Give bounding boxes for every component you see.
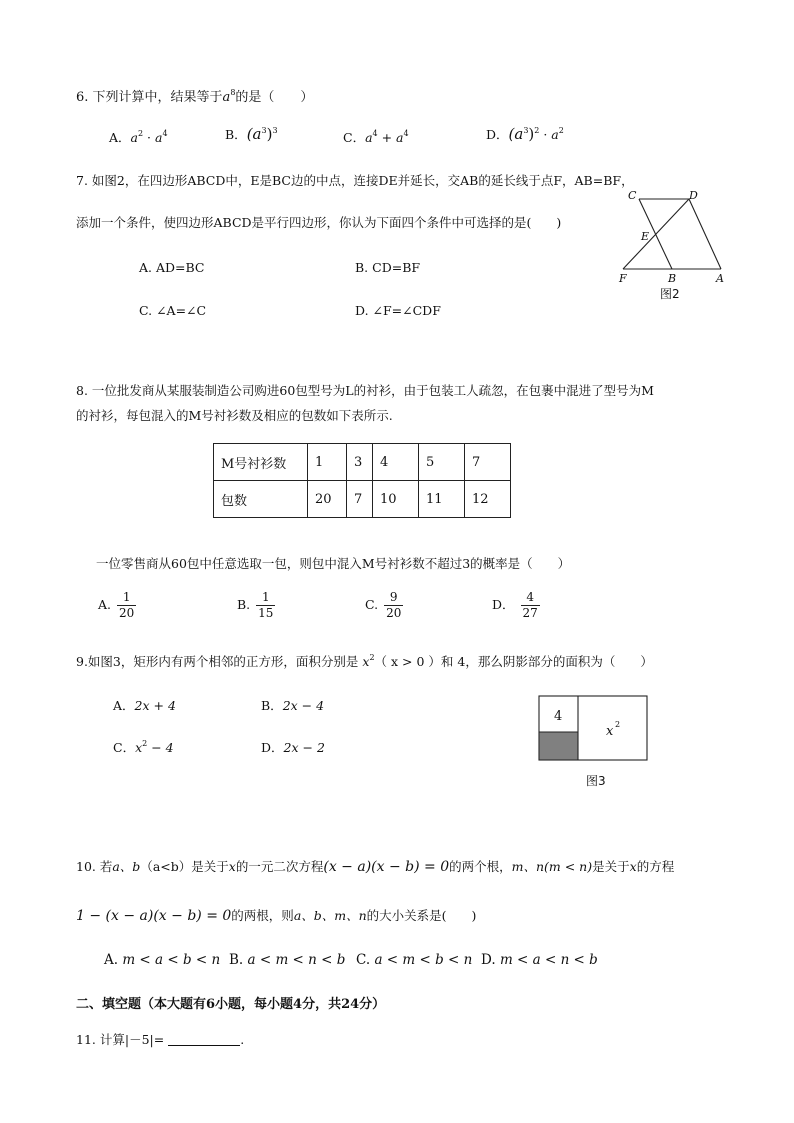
q10-option-b-label: B. <box>229 952 244 968</box>
q6-option-c-plus: + <box>377 130 397 145</box>
q10-option-b-expr: a < m < n < b <box>247 952 346 968</box>
q7-line2: 添加一个条件，使四边形ABCD是平行四边形，你认为下面四个条件中可选择的是( ) <box>76 215 562 230</box>
q6-option-a-exp1: 2 <box>137 129 144 138</box>
q10-option-c-expr: a < m < b < n <box>374 952 473 968</box>
table-cell: M号衬衫数 <box>214 444 308 481</box>
q6-option-a-exp2: 4 <box>162 129 168 138</box>
fig2-label-f: F <box>619 272 627 285</box>
q6-option-a-label: A． <box>109 130 131 145</box>
q9-option-d-expr: 2x − 2 <box>283 740 325 755</box>
q10-text: 的方程 <box>636 859 675 874</box>
q6-option-b-label: B． <box>225 127 247 142</box>
q10-option-a-expr: m < a < b < n <box>122 952 221 968</box>
q8-question: 一位零售商从60包中任意选取一包，则包中混入M号衬衫数不超过3的概率是（ ） <box>96 556 571 571</box>
q8-option-a[interactable] <box>98 590 136 621</box>
q10-line1 <box>76 857 674 875</box>
figure-2 <box>615 188 745 300</box>
q10-option-d[interactable] <box>481 952 598 968</box>
q6-option-d-base2: a <box>551 127 559 142</box>
q10-text: 的大小关系是( ) <box>366 908 477 923</box>
table-cell: 7 <box>465 444 511 481</box>
q6-option-c-exp2: 4 <box>403 129 409 138</box>
q11-text: 11. 计算|－5|= <box>76 1032 165 1047</box>
q9-option-a-expr: 2x + 4 <box>134 698 176 713</box>
q10-text: 是关于 <box>191 859 229 874</box>
q10-option-a[interactable] <box>104 952 220 968</box>
fraction-numerator: 9 <box>389 590 398 604</box>
q6-option-d-exp-in: 3 <box>523 126 529 135</box>
q8-option-b-label: B. <box>237 597 251 612</box>
q7-option-b[interactable]: B. CD=BF <box>355 260 421 275</box>
fraction-denominator: 15 <box>258 606 274 620</box>
q9-stem-text: 9.如图3，矩形内有两个相邻的正方形，面积分别是 <box>76 654 359 669</box>
q9-stem-var: x <box>362 654 370 669</box>
q11-end: . <box>240 1032 245 1047</box>
fig2-df <box>623 199 689 269</box>
fig3-caption: 图3 <box>586 774 606 788</box>
q6-option-d[interactable] <box>486 125 564 143</box>
table-cell: 10 <box>373 481 419 518</box>
q9-option-c[interactable] <box>113 738 174 756</box>
fig2-label-a: A <box>716 272 724 285</box>
q8-option-a-label: A. <box>98 597 112 612</box>
q6-option-a[interactable] <box>109 128 168 146</box>
fig2-label-c: C <box>628 189 637 202</box>
table-cell: 20 <box>308 481 347 518</box>
fig3-label-x: x <box>606 724 614 739</box>
fig3-label-4: 4 <box>554 709 563 724</box>
q10-text: 的两个根， <box>449 859 512 874</box>
q6-option-a-dot: · <box>143 130 155 145</box>
q8-option-c-fraction <box>384 590 403 621</box>
q10-vars-all: a、b、m、n <box>293 908 367 923</box>
q10-cond: （a<b） <box>140 859 192 874</box>
table-row <box>214 444 511 481</box>
q9-option-c-exp: 2 <box>142 739 148 748</box>
q8-option-b[interactable] <box>237 590 275 621</box>
q6-stem <box>76 86 313 105</box>
q6-stem-tail: 的是（ ） <box>235 90 314 105</box>
q9-stem-cond: （ x > 0 ）和 4，那么阴影部分的面积为（ ） <box>374 654 653 669</box>
q10-var-x: x <box>629 859 637 874</box>
table-row <box>214 481 511 518</box>
q6-option-d-exp2: 2 <box>558 126 564 135</box>
fraction-denominator: 20 <box>119 606 135 620</box>
q9-stem <box>76 652 653 670</box>
q6-target-exp: 8 <box>230 88 236 97</box>
q9-stem-exp: 2 <box>369 653 375 662</box>
q8-option-d-fraction <box>521 590 540 621</box>
q9-option-c-expr: x <box>135 740 143 755</box>
fraction-denominator: 20 <box>386 606 402 620</box>
q7-option-c[interactable]: C. ∠A=∠C <box>139 303 207 318</box>
q9-option-c-tail: − 4 <box>147 740 174 755</box>
q9-option-b[interactable] <box>261 696 324 714</box>
q6-option-b-base: (a <box>246 125 262 143</box>
q10-equation-2: 1 − (x − a)(x − b) = 0 <box>76 908 232 924</box>
q10-vars-mn: m、n(m < n) <box>511 859 593 874</box>
q10-option-b[interactable] <box>229 952 345 968</box>
q10-text: 是关于 <box>592 859 630 874</box>
q9-option-a-label: A． <box>113 698 135 713</box>
q7-option-a[interactable]: A. AD=BC <box>139 260 205 275</box>
q6-option-d-dot: · <box>539 127 552 142</box>
q8-option-d-label: D． <box>492 597 515 612</box>
q6-option-c-exp1: 4 <box>372 129 378 138</box>
fig3-label-x-sup: 2 <box>615 720 621 729</box>
q10-text: 的一元二次方程 <box>235 859 324 874</box>
q8-option-c[interactable] <box>365 590 403 621</box>
q9-option-d[interactable] <box>261 738 325 756</box>
q10-option-c-label: C. <box>356 952 371 968</box>
q9-option-b-expr: 2x − 4 <box>282 698 325 713</box>
fig2-label-b: B <box>668 272 677 285</box>
q6-target-var: a <box>222 90 231 105</box>
fig2-caption: 图2 <box>660 287 680 300</box>
table-cell: 5 <box>419 444 465 481</box>
q8-line2: 的衬衫，每包混入的M号衬衫数及相应的包数如下表所示. <box>76 408 393 423</box>
q6-option-c-base1: a <box>365 130 373 145</box>
q10-text: 10. 若 <box>76 859 113 874</box>
q11-stem <box>76 1030 244 1048</box>
q11-answer-blank[interactable] <box>168 1033 240 1046</box>
table-cell: 7 <box>347 481 373 518</box>
q7-option-d[interactable]: D. ∠F=∠CDF <box>355 303 441 318</box>
q8-option-b-fraction <box>256 590 275 621</box>
q10-line2 <box>76 906 476 924</box>
table-cell: 1 <box>308 444 347 481</box>
fig2-label-e: E <box>641 230 650 243</box>
fig3-shaded-area <box>539 732 578 760</box>
q8-option-a-fraction <box>117 590 136 621</box>
fraction-numerator: 4 <box>526 590 534 604</box>
q6-option-b-close: ) <box>266 125 273 143</box>
table-cell: 4 <box>373 444 419 481</box>
q6-option-b[interactable] <box>225 125 278 143</box>
q6-option-d-base: (a <box>508 125 524 143</box>
q6-option-c-label: C． <box>343 130 366 145</box>
q6-option-d-exp-out: 2 <box>534 126 540 135</box>
table-cell: 12 <box>465 481 511 518</box>
q6-stem-text: 6. 下列计算中，结果等于 <box>76 90 223 105</box>
q6-option-c-base2: a <box>396 130 404 145</box>
q10-option-a-label: A. <box>104 952 119 968</box>
q8-option-c-label: C. <box>365 597 379 612</box>
q6-option-a-base2: a <box>155 130 163 145</box>
q6-option-a-base1: a <box>130 130 138 145</box>
q10-option-c[interactable] <box>356 952 472 968</box>
section-2-heading: 二、填空题（本大题有6小题，每小题4分，共24分） <box>76 997 386 1012</box>
fraction-numerator: 1 <box>261 590 270 604</box>
shirt-table <box>213 443 511 518</box>
table-cell: 3 <box>347 444 373 481</box>
q8-option-d[interactable] <box>492 590 540 621</box>
q6-option-c[interactable] <box>343 128 409 146</box>
q6-option-b-exp-out: 3 <box>272 126 278 135</box>
table-cell: 包数 <box>214 481 308 518</box>
fig2-label-d: D <box>689 189 698 202</box>
q9-option-a[interactable] <box>113 696 176 714</box>
q6-option-d-label: D． <box>486 127 509 142</box>
fraction-numerator: 1 <box>122 590 131 604</box>
q7-line1: 7. 如图2，在四边形ABCD中，E是BC边的中点，连接DE并延长，交AB的延长线于点F，AB=BF， <box>76 173 634 188</box>
table-cell: 11 <box>419 481 465 518</box>
q6-option-d-close: ) <box>528 125 535 143</box>
q8-line1: 8. 一位批发商从某服装制造公司购进60包型号为L的衬衫，由于包装工人疏忽，在包裹中混进了型号为M <box>76 383 654 398</box>
q9-option-c-label: C． <box>113 740 136 755</box>
q9-option-b-label: B． <box>261 698 283 713</box>
fig2-da <box>689 199 721 269</box>
q10-option-d-expr: m < a < n < b <box>499 952 598 968</box>
q10-option-d-label: D. <box>481 952 496 968</box>
q10-vars: a、b <box>112 859 141 874</box>
q10-var-x: x <box>228 859 236 874</box>
q6-option-b-exp-in: 3 <box>261 126 267 135</box>
fraction-denominator: 27 <box>522 606 538 620</box>
q9-option-d-label: D． <box>261 740 284 755</box>
q10-text: 的两根，则 <box>231 908 294 923</box>
q10-equation: (x − a)(x − b) = 0 <box>323 859 450 875</box>
figure-3 <box>538 695 650 791</box>
